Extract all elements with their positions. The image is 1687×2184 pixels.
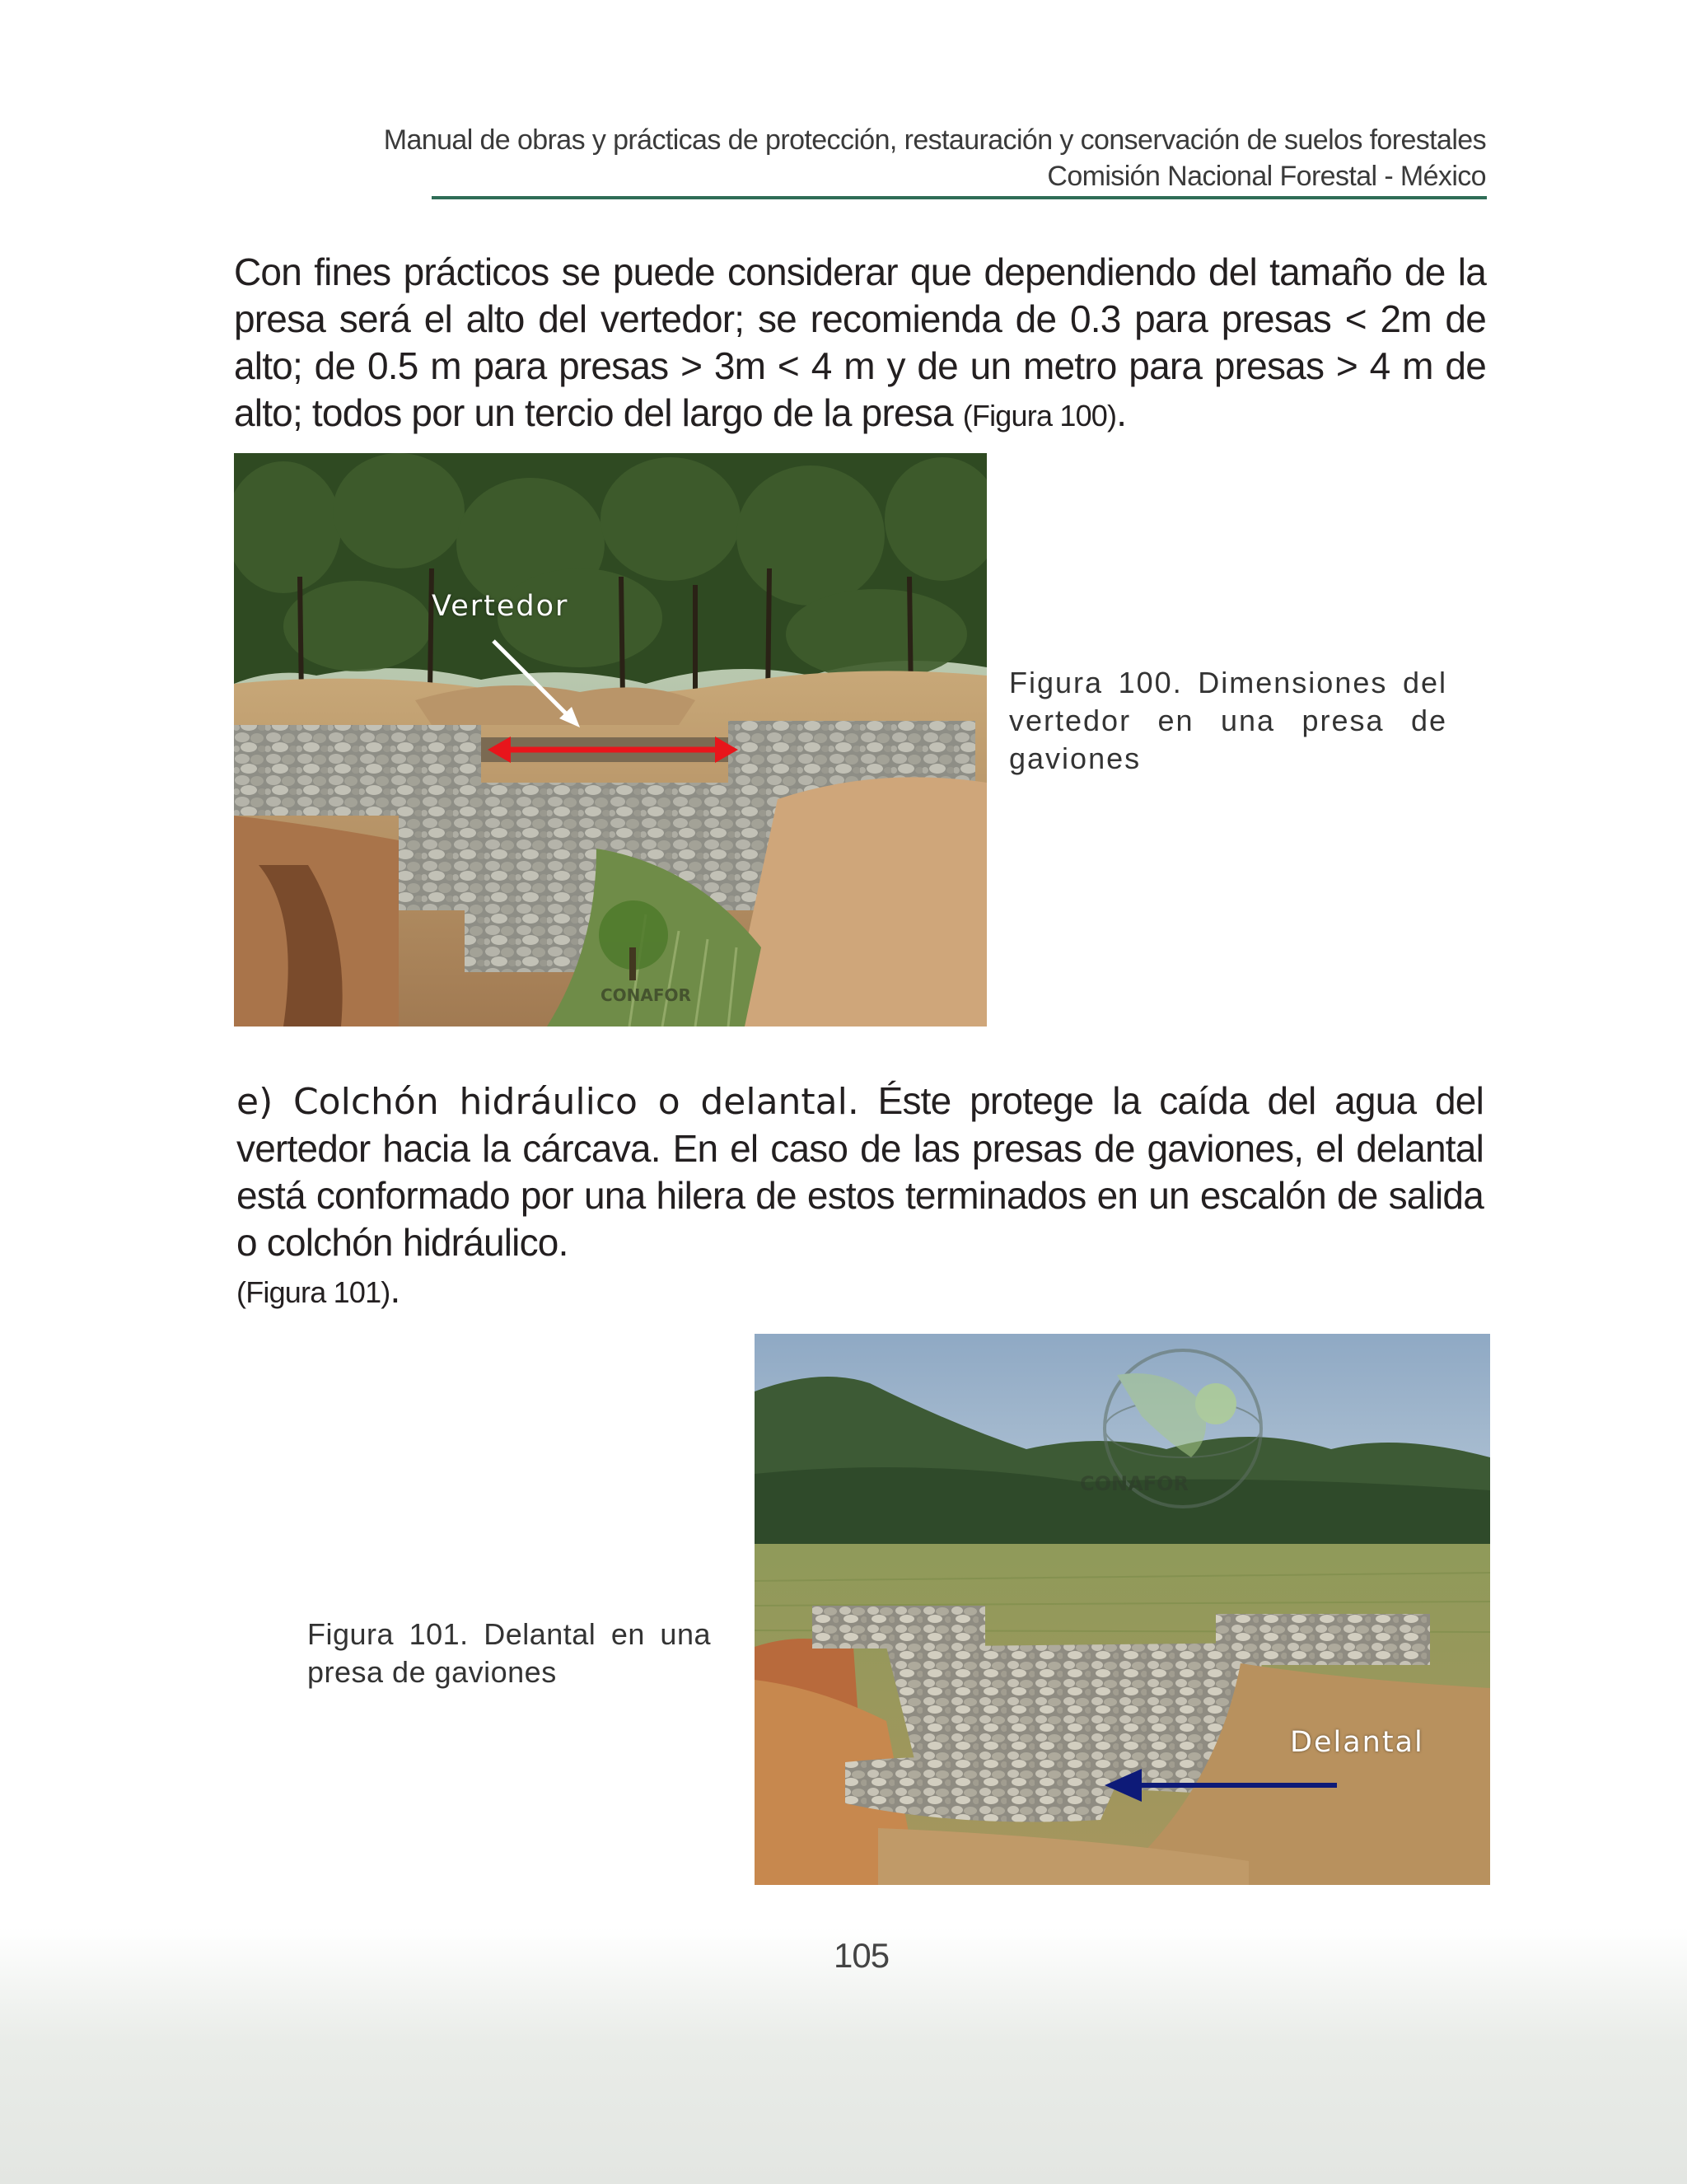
figure-101-photo — [755, 1334, 1490, 1885]
paragraph-vertedor — [234, 249, 1486, 439]
paragraph-delantal-end: . — [390, 1268, 400, 1311]
gabion-dam-apron-image — [755, 1334, 1490, 1885]
paragraph-delantal-heading: e) Colchón hidráulico o delantal. — [236, 1081, 859, 1123]
figure-100-photo — [234, 453, 987, 1027]
paragraph-delantal — [236, 1078, 1484, 1316]
figure-100-caption: Figura 100. Dimensiones del vertedor en una presa de gaviones — [1009, 666, 1447, 775]
figure-100-reference: (Figura 100) — [962, 399, 1117, 433]
paragraph-vertedor-end: . — [1116, 391, 1127, 434]
delantal-label: Delantal — [1290, 1726, 1424, 1759]
figure-101-caption: Figura 101. Delantal en una presa de gaviones — [307, 1617, 711, 1689]
svg-text:CONAFOR: CONAFOR — [600, 985, 691, 1005]
header-divider — [432, 196, 1487, 199]
page-number: 105 — [834, 1936, 890, 1975]
svg-text:CONAFOR: CONAFOR — [1080, 1472, 1189, 1495]
paragraph-vertedor-text: Con fines prácticos se puede considerar que dependiendo del tamaño de la presa será el alto del vertedor; se recomienda de 0.3 para presas < 2m de alto; de 0.5 m para presas > 3m < 4 m y de un metro para presas > 4 m de alto; todos por un tercio del largo de la presa — [234, 250, 1486, 434]
paragraph-delantal-text: Éste protege la caída del agua del vertedor hacia la cárcava. En el caso de las presas de gaviones, el delantal está conformado por una hilera de estos terminados en un escalón de salida o colchón hidráulico. — [236, 1079, 1484, 1264]
header-title: Manual de obras y prácticas de protección, restauración y conservación de suelos forestales — [383, 124, 1486, 156]
vertedor-label: Vertedor — [432, 590, 569, 623]
gabion-dam-spillway-image — [234, 453, 987, 1027]
header-subtitle: Comisión Nacional Forestal - México — [1047, 161, 1486, 192]
figure-101-reference: (Figura 101) — [236, 1275, 390, 1309]
